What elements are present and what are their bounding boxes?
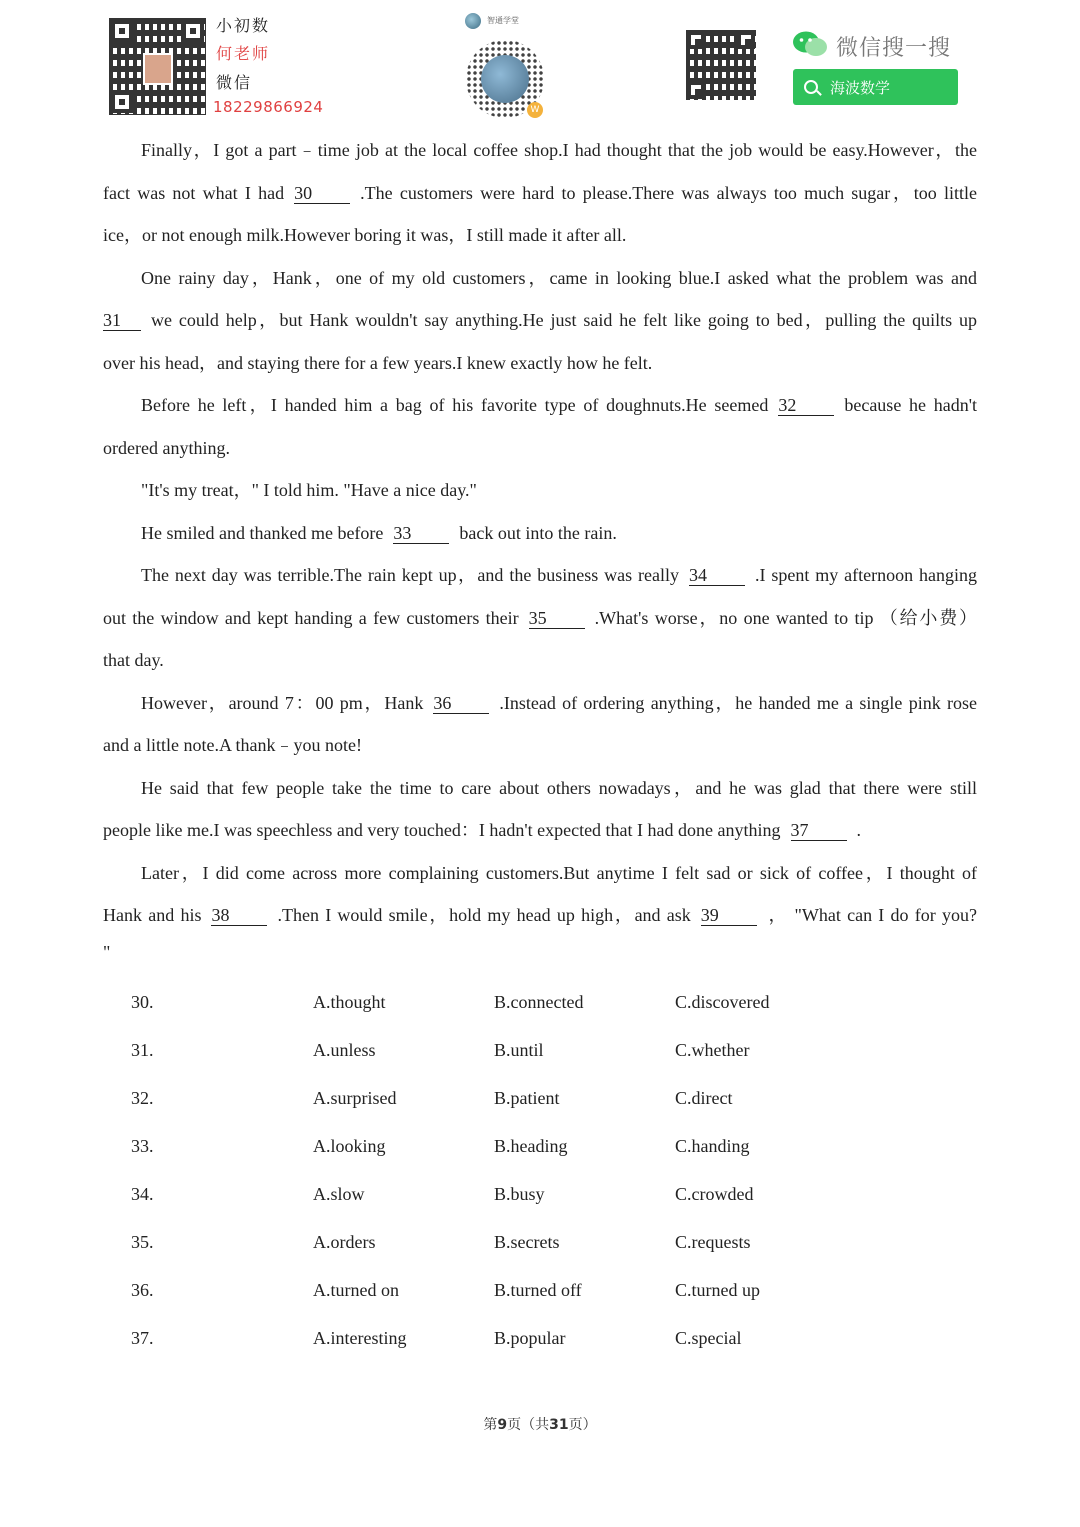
passage-text: Before he left，I handed him a bag of his favorite type of doughnuts.He seemed <box>141 395 769 415</box>
passage-text: "It's my treat，" I told him. "Have a nice day." <box>141 480 477 500</box>
qr-code-account <box>686 30 756 100</box>
passage-line <box>103 172 977 215</box>
passage-text: One rainy day，Hank，one of my old customers，came in looking blue.I asked what the problem was and <box>141 267 977 288</box>
passage-text: ordered anything. <box>103 437 230 458</box>
passage-text: .What's worse，no one wanted to tip （给小费） <box>594 607 978 628</box>
option-a[interactable]: A.interesting <box>313 1328 407 1348</box>
option-c[interactable]: C.crowded <box>675 1184 754 1204</box>
passage-line <box>103 852 977 895</box>
option-a[interactable]: A.surprised <box>313 1088 397 1108</box>
qr-finder-mark <box>687 81 705 99</box>
passage-text: over his head，and staying there for a few years.I knew exactly how he felt. <box>103 352 653 373</box>
question-number: 36. <box>131 1280 154 1300</box>
blank-35: 35 <box>529 608 585 629</box>
option-b[interactable]: B.busy <box>494 1184 545 1204</box>
question-number: 31. <box>131 1040 154 1060</box>
passage-text: out the window and kept handing a few customers their <box>103 607 519 628</box>
passage-text: that day. <box>103 650 164 670</box>
search-button[interactable] <box>793 69 958 105</box>
blank-32: 32 <box>778 395 834 416</box>
passage-text: and a little note.A thank﹣you note! <box>103 735 362 755</box>
question-number: 35. <box>131 1232 154 1252</box>
option-c[interactable]: C.direct <box>675 1088 733 1108</box>
option-a[interactable]: A.slow <box>313 1184 365 1204</box>
passage-text: Later，I did come across more complaining customers.But anytime I felt sad or sick of coffee，I thought of <box>141 862 977 883</box>
option-c[interactable]: C.discovered <box>675 992 770 1012</box>
question-number: 32. <box>131 1088 154 1108</box>
option-b[interactable]: B.until <box>494 1040 544 1060</box>
answer-options <box>0 978 1080 1362</box>
handwritten-line-2: 何老师 <box>216 44 271 63</box>
passage-text: ice，or not enough milk.However boring it was，I still made it after all. <box>103 225 627 245</box>
passage-line <box>103 937 977 979</box>
blank-37: 37 <box>791 820 847 841</box>
passage-line <box>103 129 977 172</box>
footer-middle: 页（共 <box>507 1417 550 1433</box>
option-a[interactable]: A.thought <box>313 992 386 1012</box>
passage-text: " <box>103 941 111 962</box>
passage-text: because he hadn't <box>844 395 977 415</box>
passage-line <box>103 257 977 300</box>
blank-36: 36 <box>433 693 489 714</box>
mini-program-badge-icon: W <box>527 102 543 118</box>
footer-suffix: 页） <box>568 1417 597 1433</box>
passage-text: Finally，I got a part﹣time job at the local coffee shop.I had thought that the job would be easy.However，the <box>141 140 977 160</box>
option-row <box>0 1266 1080 1314</box>
passage-text: The next day was terrible.The rain kept up，and the business was really <box>141 565 679 585</box>
phone-number: 18229866924 <box>213 98 324 116</box>
option-b[interactable]: B.patient <box>494 1088 560 1108</box>
passage-text: However，around 7：00 pm，Hank <box>141 692 424 713</box>
option-b[interactable]: B.connected <box>494 992 584 1012</box>
wechat-search-title: 微信搜一搜 <box>836 36 952 61</box>
passage-line <box>103 384 977 427</box>
passage-text: .Then I would smile，hold my head up high，and ask <box>277 905 691 925</box>
search-icon <box>804 80 818 94</box>
blank-38: 38 <box>211 905 267 926</box>
blank-34: 34 <box>689 565 745 586</box>
qr-finder-mark <box>182 20 204 42</box>
passage-line <box>103 554 977 597</box>
passage-text: He smiled and thanked me before <box>141 522 384 543</box>
footer-page-number: 9 <box>497 1417 508 1433</box>
search-button-label: 海波数学 <box>830 78 891 97</box>
passage-line <box>103 299 977 342</box>
question-number: 34. <box>131 1184 154 1204</box>
option-c[interactable]: C.handing <box>675 1136 750 1156</box>
passage-text: Hank and his <box>103 905 202 925</box>
option-c[interactable]: C.whether <box>675 1040 750 1060</box>
handwritten-line-1: 小初数 <box>216 16 271 35</box>
option-b[interactable]: B.heading <box>494 1136 568 1156</box>
blank-30: 30 <box>294 183 350 204</box>
passage-text: ， "What can I do for you? <box>766 905 977 925</box>
passage-line <box>103 894 977 937</box>
passage-line <box>103 342 977 385</box>
teacher-photo <box>143 53 173 85</box>
passage-line <box>103 767 977 810</box>
option-row <box>0 1170 1080 1218</box>
option-b[interactable]: B.popular <box>494 1328 566 1348</box>
passage-text: . <box>856 820 862 840</box>
passage-text: .The customers were hard to please.There was always too much sugar，too little <box>360 182 977 203</box>
passage-line <box>103 597 977 640</box>
passage-text: He said that few people take the time to care about others nowadays，and he was glad that there were still <box>141 777 977 798</box>
footer-prefix: 第 <box>483 1417 498 1433</box>
brand-logo-icon <box>465 13 481 29</box>
qr-finder-mark <box>111 91 133 113</box>
handwritten-line-3: 微信 <box>216 73 253 92</box>
brand-logo-text: 智通学堂 <box>487 16 519 25</box>
passage-line <box>103 724 977 767</box>
blank-33: 33 <box>393 523 449 544</box>
passage-line <box>103 512 977 555</box>
passage-line <box>103 469 977 512</box>
question-number: 33. <box>131 1136 154 1156</box>
mini-program-center-icon <box>481 55 529 103</box>
option-a[interactable]: A.unless <box>313 1040 376 1060</box>
passage-line <box>103 809 977 852</box>
reading-passage <box>103 129 977 979</box>
option-c[interactable]: C.requests <box>675 1232 751 1252</box>
option-a[interactable]: A.orders <box>313 1232 376 1252</box>
passage-text: .I spent my afternoon hanging <box>754 565 977 585</box>
option-row <box>0 1218 1080 1266</box>
option-c[interactable]: C.special <box>675 1328 742 1348</box>
passage-text: we could help，but Hank wouldn't say anything.He just said he felt like going to bed，pulling the quilts up <box>151 310 977 330</box>
wechat-icon <box>792 30 828 58</box>
option-a[interactable]: A.turned on <box>313 1280 399 1300</box>
option-row <box>0 1074 1080 1122</box>
option-row <box>0 1026 1080 1074</box>
footer-total-pages: 31 <box>549 1417 569 1433</box>
page-footer <box>0 1414 1080 1434</box>
option-b[interactable]: B.turned off <box>494 1280 582 1300</box>
passage-line <box>103 427 977 470</box>
option-c[interactable]: C.turned up <box>675 1280 760 1300</box>
passage-line <box>103 214 977 257</box>
passage-text: back out into the rain. <box>459 522 617 543</box>
option-b[interactable]: B.secrets <box>494 1232 560 1252</box>
passage-line <box>103 682 977 725</box>
option-row <box>0 1314 1080 1362</box>
qr-finder-mark <box>737 31 755 49</box>
qr-finder-mark <box>111 20 133 42</box>
blank-31: 31 <box>103 310 141 331</box>
option-a[interactable]: A.looking <box>313 1136 386 1156</box>
qr-finder-mark <box>687 31 705 49</box>
passage-text: fact was not what I had <box>103 182 285 203</box>
passage-text: people like me.I was speechless and very touched：I hadn't expected that I had done anything <box>103 820 781 840</box>
passage-line <box>103 639 977 682</box>
passage-text: .Instead of ordering anything，he handed me a single pink rose <box>499 692 978 713</box>
option-row <box>0 978 1080 1026</box>
question-number: 37. <box>131 1328 154 1348</box>
page-header <box>0 0 1080 130</box>
question-number: 30. <box>131 992 154 1012</box>
blank-39: 39 <box>701 905 757 926</box>
option-row <box>0 1122 1080 1170</box>
